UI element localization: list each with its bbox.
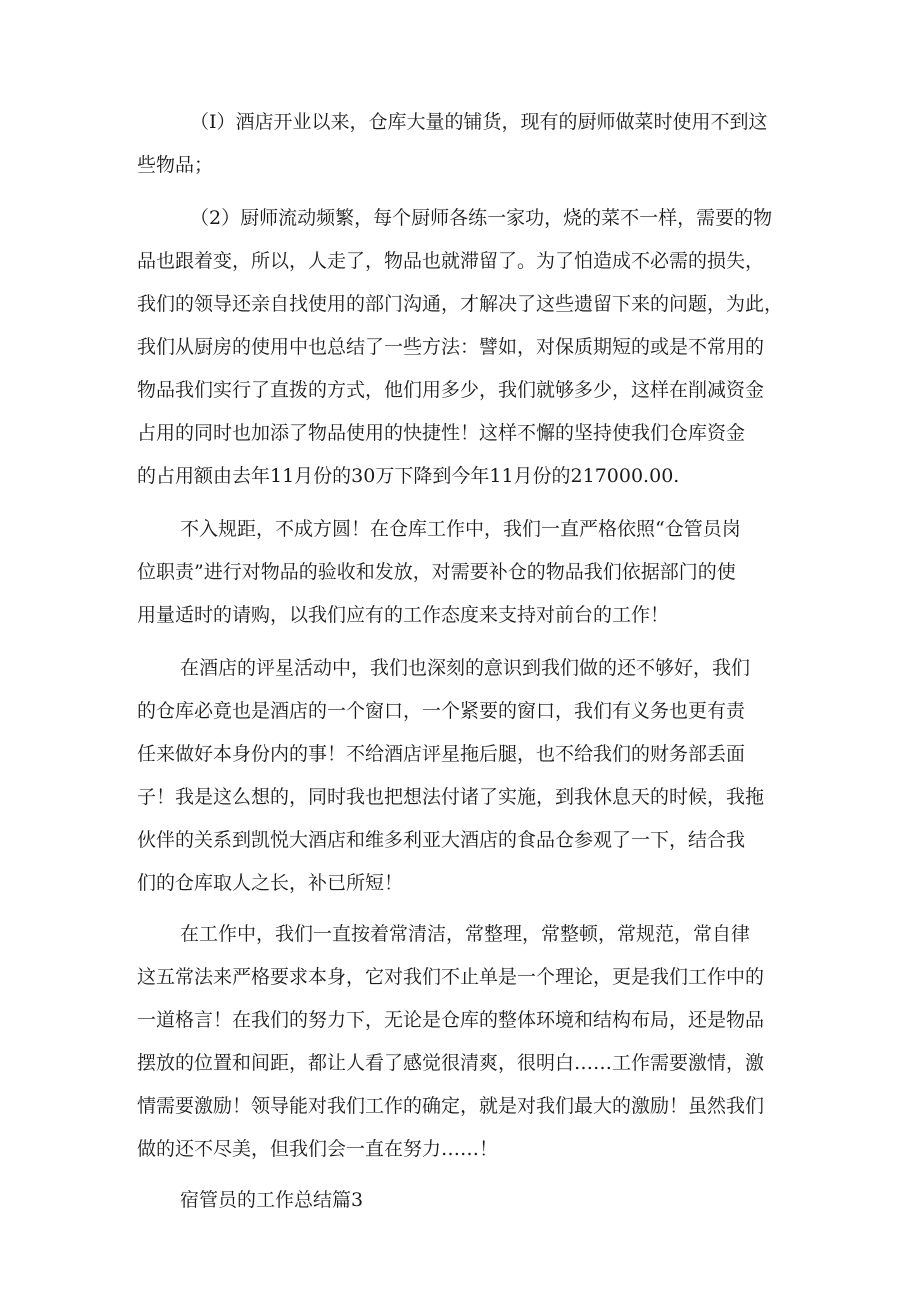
paragraph-3-line-2: 位职责”进行对物品的验收和发放，对需要补仓的物品我们依据部门的使 [137, 561, 736, 583]
paragraph-2-line-2: 品也跟着变，所以，人走了，物品也就滞留了。为了怕造成不必需的损失， [137, 250, 765, 272]
paragraph-5-line-4: 摆放的位置和间距，都让人看了感觉很清爽，很明白……工作需要激情，激 [137, 1052, 765, 1074]
paragraph-5-line-1: 在工作中，我们一直按着常清洁，常整理，常整顿，常规范，常自律 [180, 923, 751, 945]
paragraph-2-line-7: 的占用额由去年11月份的30万下降到今年11月份的217000.00. [137, 465, 680, 487]
paragraph-2-line-4: 我们从厨房的使用中也总结了一些方法：譬如，对保质期短的或是不常用的 [137, 336, 765, 358]
paragraph-5-line-3: 一道格言！在我们的努力下，无论是仓库的整体环境和结构布局，还是物品 [137, 1009, 765, 1031]
paragraph-4-line-2: 的仓库必竟也是酒店的一个窗口，一个紧要的窗口，我们有义务也更有责 [137, 700, 746, 722]
paragraph-5-line-2: 这五常法来严格要求本身，它对我们不止单是一个理论，更是我们工作中的 [137, 966, 765, 988]
paragraph-5-line-6: 做的还不尽美，但我们会一直在努力……！ [137, 1138, 499, 1160]
paragraph-2-line-1: （2）厨师流动频繁，每个厨师各练一家功，烧的菜不一样，需要的物 [190, 207, 773, 229]
paragraph-1-line-2: 些物品； [137, 154, 214, 176]
paragraph-4-line-4: 子！我是这么想的，同时我也把想法付诸了实施，到我休息天的时候，我拖 [137, 786, 765, 808]
paragraph-4-line-6: 们的仓库取人之长，补已所短！ [137, 872, 404, 894]
paragraph-4-line-3: 任来做好本身份内的事！不给酒店评星拖后腿，也不给我们的财务部丢面 [137, 743, 746, 765]
paragraph-2-line-6: 占用的同时也加添了物品使用的快捷性！这样不懈的坚持使我们仓库资金 [137, 422, 746, 444]
paragraph-2-line-5: 物品我们实行了直拨的方式，他们用多少，我们就够多少，这样在削减资金 [137, 379, 765, 401]
paragraph-5-line-5: 情需要激励！领导能对我们工作的确定，就是对我们最大的激励！虽然我们 [137, 1095, 765, 1117]
section-heading: 宿管员的工作总结篇3 [180, 1189, 364, 1211]
paragraph-1-line-1: （I）酒店开业以来，仓库大量的铺货，现有的厨师做菜时使用不到这 [190, 111, 768, 133]
paragraph-3-line-3: 用量适时的请购，以我们应有的工作态度来支持对前台的工作！ [137, 604, 670, 626]
paragraph-3-line-1: 不入规距，不成方圆！在仓库工作中，我们一直严格依照“仓管员岗 [180, 518, 741, 540]
paragraph-2-line-3: 我们的领导还亲自找使用的部门沟通，才解决了这些遗留下来的问题，为此， [137, 293, 784, 315]
paragraph-4-line-5: 伙伴的关系到凯悦大酒店和维多利亚大酒店的食品仓参观了一下，结合我 [137, 829, 746, 851]
paragraph-4-line-1: 在酒店的评星活动中，我们也深刻的意识到我们做的还不够好，我们 [180, 657, 751, 679]
